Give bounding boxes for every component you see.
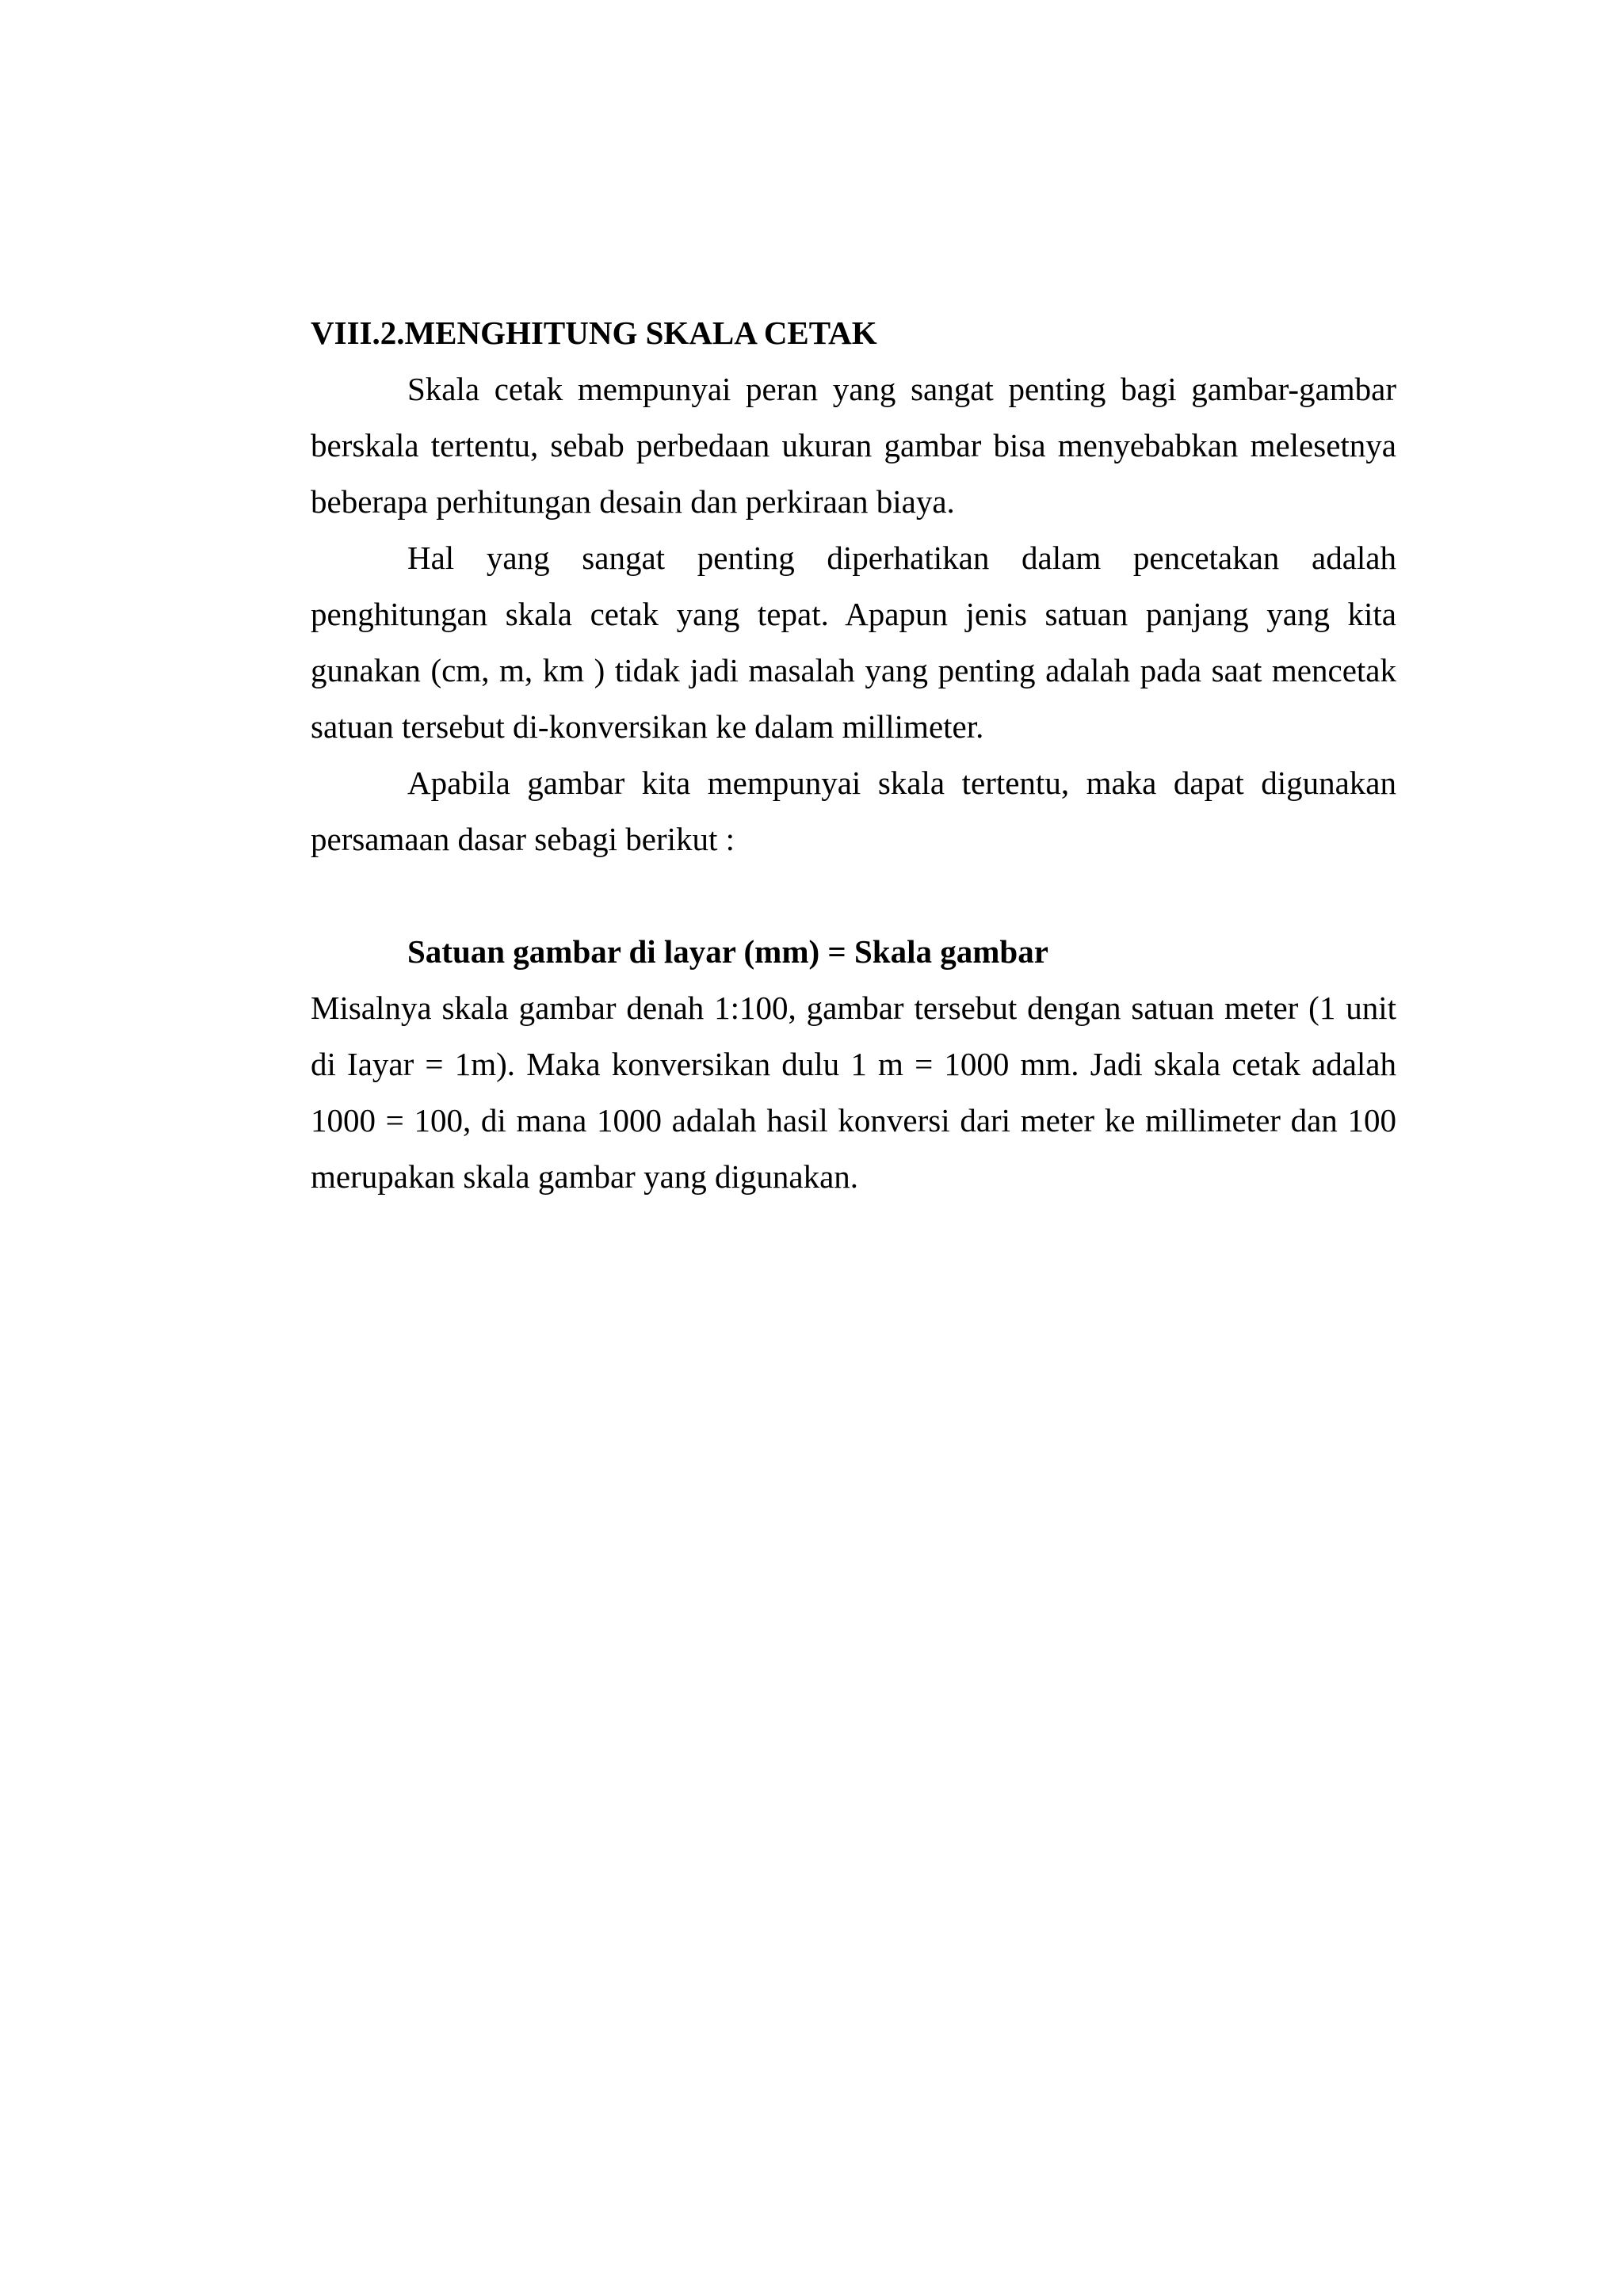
- example-paragraph: Misalnya skala gambar denah 1:100, gambar tersebut dengan satuan meter (1 unit di Iayar = 1m). Maka konversikan dulu 1 m = 1000 mm. Jadi skala cetak adalah 1000 = 100, di mana 1000 adalah hasil konversi dari meter ke millimeter dan 100 merupakan skala gambar yang digunakan.: [311, 990, 1396, 1195]
- page-content: [311, 305, 1396, 1205]
- paragraph-1: Skala cetak mempunyai peran yang sangat penting bagi gambar-gambar berskala tertentu, sebab perbedaan ukuran gambar bisa menyebabkan melesetnya beberapa perhitungan desain dan perkiraan biaya.: [311, 371, 1396, 520]
- paragraph-3: Apabila gambar kita mempunyai skala tertentu, maka dapat digunakan persamaan dasar sebagi berikut :: [311, 765, 1396, 857]
- section-title: MENGHITUNG SKALA CETAK: [404, 315, 877, 351]
- paragraph-2: Hal yang sangat penting diperhatikan dalam pencetakan adalah penghitungan skala cetak yang tepat. Apapun jenis satuan panjang yang kita gunakan (cm, m, km ) tidak jadi masalah yang penting adalah pada saat mencetak satuan tersebut di-konversikan ke dalam millimeter.: [311, 540, 1396, 745]
- section-heading: [311, 305, 1396, 361]
- formula-line: Satuan gambar di layar (mm) = Skala gambar: [407, 933, 1048, 970]
- blank-line: [311, 868, 1396, 924]
- section-number: VIII.2.: [311, 315, 405, 351]
